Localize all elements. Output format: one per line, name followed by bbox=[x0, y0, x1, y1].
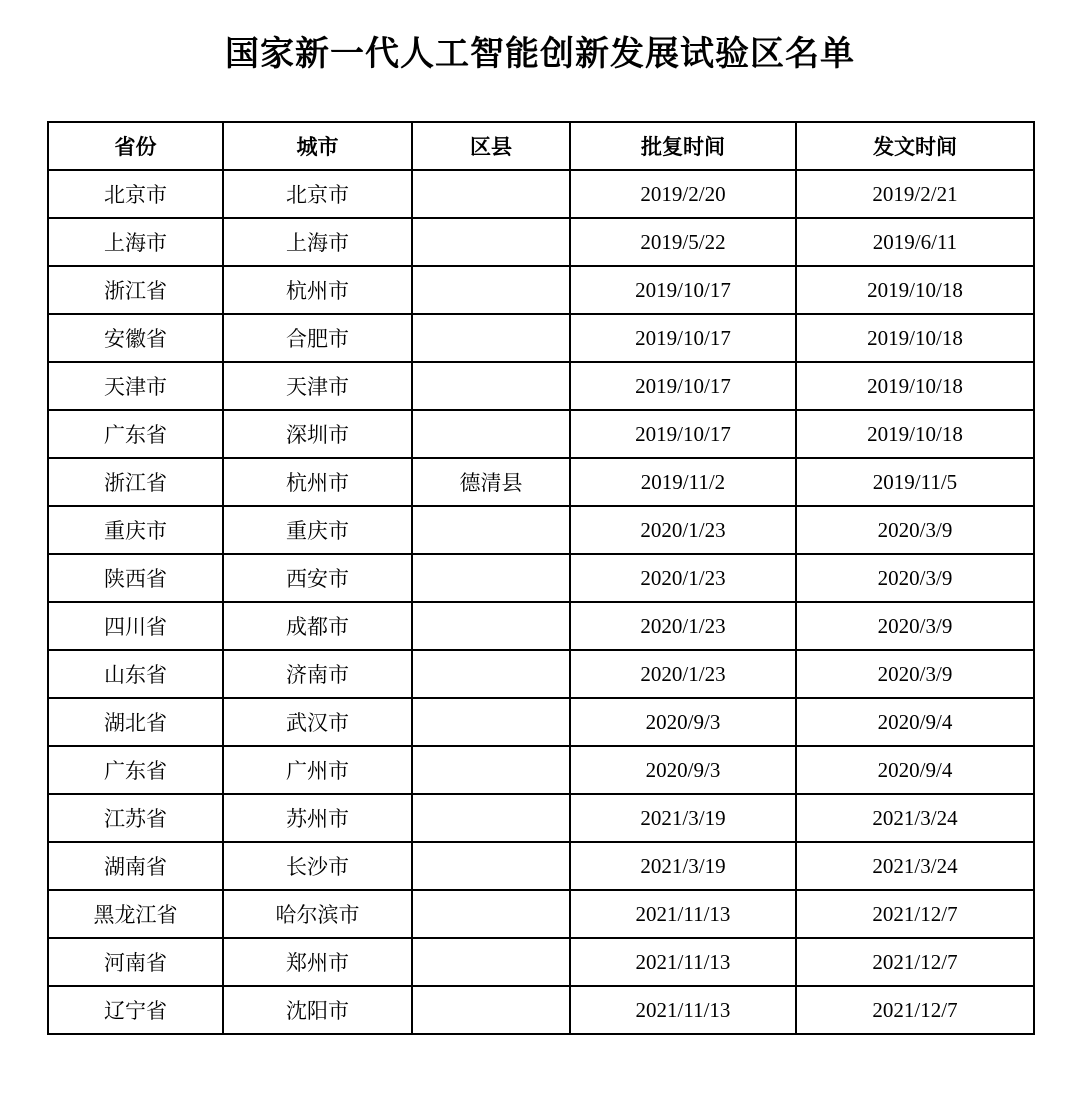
city-cell: 天津市 bbox=[223, 362, 412, 410]
table-header-row bbox=[48, 122, 1034, 170]
approval-date-cell: 2020/9/3 bbox=[570, 746, 796, 794]
table-row bbox=[48, 458, 1034, 506]
header-approval-date: 批复时间 bbox=[570, 122, 796, 170]
district-cell bbox=[412, 602, 570, 650]
issue-date-cell: 2019/11/5 bbox=[796, 458, 1034, 506]
approval-date-cell: 2020/1/23 bbox=[570, 650, 796, 698]
city-cell: 合肥市 bbox=[223, 314, 412, 362]
province-cell: 广东省 bbox=[48, 410, 223, 458]
province-cell: 四川省 bbox=[48, 602, 223, 650]
city-cell: 广州市 bbox=[223, 746, 412, 794]
approval-date-cell: 2019/11/2 bbox=[570, 458, 796, 506]
district-cell bbox=[412, 698, 570, 746]
approval-date-cell: 2019/10/17 bbox=[570, 266, 796, 314]
issue-date-cell: 2021/12/7 bbox=[796, 890, 1034, 938]
district-cell bbox=[412, 218, 570, 266]
issue-date-cell: 2021/3/24 bbox=[796, 842, 1034, 890]
table-row bbox=[48, 698, 1034, 746]
issue-date-cell: 2019/10/18 bbox=[796, 362, 1034, 410]
city-cell: 苏州市 bbox=[223, 794, 412, 842]
district-cell bbox=[412, 842, 570, 890]
city-cell: 武汉市 bbox=[223, 698, 412, 746]
table-row bbox=[48, 410, 1034, 458]
approval-date-cell: 2019/10/17 bbox=[570, 362, 796, 410]
table-row bbox=[48, 938, 1034, 986]
approval-date-cell: 2020/1/23 bbox=[570, 554, 796, 602]
issue-date-cell: 2020/9/4 bbox=[796, 698, 1034, 746]
pilot-zone-table bbox=[47, 121, 1035, 1035]
district-cell bbox=[412, 938, 570, 986]
province-cell: 陕西省 bbox=[48, 554, 223, 602]
city-cell: 沈阳市 bbox=[223, 986, 412, 1034]
issue-date-cell: 2021/3/24 bbox=[796, 794, 1034, 842]
province-cell: 上海市 bbox=[48, 218, 223, 266]
table-row bbox=[48, 842, 1034, 890]
table-body bbox=[48, 170, 1034, 1034]
issue-date-cell: 2020/3/9 bbox=[796, 554, 1034, 602]
table-row bbox=[48, 170, 1034, 218]
city-cell: 郑州市 bbox=[223, 938, 412, 986]
table-row bbox=[48, 794, 1034, 842]
city-cell: 哈尔滨市 bbox=[223, 890, 412, 938]
city-cell: 长沙市 bbox=[223, 842, 412, 890]
page-title: 国家新一代人工智能创新发展试验区名单 bbox=[225, 34, 855, 74]
approval-date-cell: 2019/10/17 bbox=[570, 410, 796, 458]
table-row bbox=[48, 506, 1034, 554]
city-cell: 上海市 bbox=[223, 218, 412, 266]
issue-date-cell: 2019/2/21 bbox=[796, 170, 1034, 218]
table-row bbox=[48, 602, 1034, 650]
district-cell bbox=[412, 314, 570, 362]
district-cell bbox=[412, 986, 570, 1034]
district-cell bbox=[412, 650, 570, 698]
table-row bbox=[48, 314, 1034, 362]
district-cell bbox=[412, 746, 570, 794]
city-cell: 北京市 bbox=[223, 170, 412, 218]
province-cell: 天津市 bbox=[48, 362, 223, 410]
table-row bbox=[48, 218, 1034, 266]
city-cell: 重庆市 bbox=[223, 506, 412, 554]
approval-date-cell: 2021/11/13 bbox=[570, 890, 796, 938]
approval-date-cell: 2020/9/3 bbox=[570, 698, 796, 746]
issue-date-cell: 2020/9/4 bbox=[796, 746, 1034, 794]
province-cell: 重庆市 bbox=[48, 506, 223, 554]
issue-date-cell: 2019/6/11 bbox=[796, 218, 1034, 266]
district-cell: 德清县 bbox=[412, 458, 570, 506]
approval-date-cell: 2021/3/19 bbox=[570, 794, 796, 842]
district-cell bbox=[412, 794, 570, 842]
table-row bbox=[48, 890, 1034, 938]
district-cell bbox=[412, 362, 570, 410]
issue-date-cell: 2021/12/7 bbox=[796, 938, 1034, 986]
table-row bbox=[48, 554, 1034, 602]
city-cell: 西安市 bbox=[223, 554, 412, 602]
province-cell: 浙江省 bbox=[48, 266, 223, 314]
table-row bbox=[48, 266, 1034, 314]
province-cell: 安徽省 bbox=[48, 314, 223, 362]
province-cell: 湖北省 bbox=[48, 698, 223, 746]
issue-date-cell: 2019/10/18 bbox=[796, 410, 1034, 458]
district-cell bbox=[412, 554, 570, 602]
issue-date-cell: 2020/3/9 bbox=[796, 602, 1034, 650]
province-cell: 江苏省 bbox=[48, 794, 223, 842]
issue-date-cell: 2019/10/18 bbox=[796, 314, 1034, 362]
city-cell: 深圳市 bbox=[223, 410, 412, 458]
city-cell: 杭州市 bbox=[223, 266, 412, 314]
province-cell: 北京市 bbox=[48, 170, 223, 218]
district-cell bbox=[412, 266, 570, 314]
province-cell: 山东省 bbox=[48, 650, 223, 698]
city-cell: 济南市 bbox=[223, 650, 412, 698]
province-cell: 湖南省 bbox=[48, 842, 223, 890]
city-cell: 成都市 bbox=[223, 602, 412, 650]
province-cell: 辽宁省 bbox=[48, 986, 223, 1034]
approval-date-cell: 2021/11/13 bbox=[570, 986, 796, 1034]
district-cell bbox=[412, 890, 570, 938]
city-cell: 杭州市 bbox=[223, 458, 412, 506]
table-row bbox=[48, 650, 1034, 698]
issue-date-cell: 2019/10/18 bbox=[796, 266, 1034, 314]
header-district: 区县 bbox=[412, 122, 570, 170]
header-issue-date: 发文时间 bbox=[796, 122, 1034, 170]
table-row bbox=[48, 986, 1034, 1034]
district-cell bbox=[412, 410, 570, 458]
issue-date-cell: 2021/12/7 bbox=[796, 986, 1034, 1034]
approval-date-cell: 2021/3/19 bbox=[570, 842, 796, 890]
table-row bbox=[48, 746, 1034, 794]
approval-date-cell: 2019/10/17 bbox=[570, 314, 796, 362]
approval-date-cell: 2020/1/23 bbox=[570, 506, 796, 554]
issue-date-cell: 2020/3/9 bbox=[796, 650, 1034, 698]
approval-date-cell: 2019/2/20 bbox=[570, 170, 796, 218]
issue-date-cell: 2020/3/9 bbox=[796, 506, 1034, 554]
district-cell bbox=[412, 170, 570, 218]
province-cell: 黑龙江省 bbox=[48, 890, 223, 938]
header-province: 省份 bbox=[48, 122, 223, 170]
province-cell: 浙江省 bbox=[48, 458, 223, 506]
approval-date-cell: 2020/1/23 bbox=[570, 602, 796, 650]
header-city: 城市 bbox=[223, 122, 412, 170]
approval-date-cell: 2021/11/13 bbox=[570, 938, 796, 986]
province-cell: 河南省 bbox=[48, 938, 223, 986]
province-cell: 广东省 bbox=[48, 746, 223, 794]
table-row bbox=[48, 362, 1034, 410]
approval-date-cell: 2019/5/22 bbox=[570, 218, 796, 266]
district-cell bbox=[412, 506, 570, 554]
